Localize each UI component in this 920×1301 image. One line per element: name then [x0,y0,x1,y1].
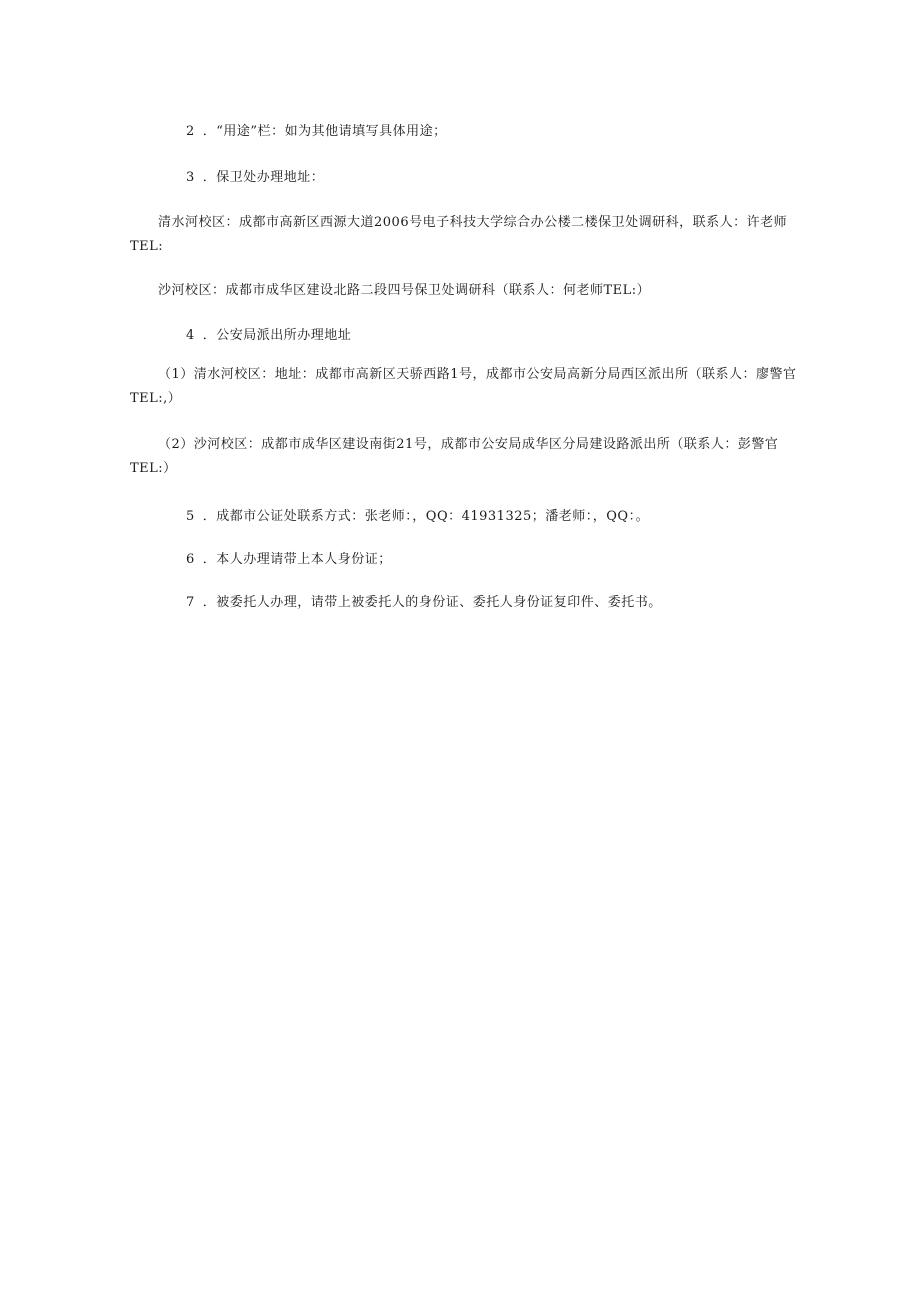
item-number: 6 [186,552,195,567]
item-text: ．成都市公证处联系方式：张老师：，QQ：41931325；潘老师：，QQ：。 [202,509,650,524]
item-text: 沙河校区：成都市成华区建设北路二段四号保卫处调研科（联系人：何老师TEL:） [158,283,651,298]
item-number: 4 [186,328,195,343]
item-number: 2 [186,124,195,139]
note-item-3 [130,166,810,190]
item-text: （2）沙河校区：成都市成华区建设南街21号，成都市公安局成华区分局建设路派出所（联系人：彭警官TEL:） [130,437,779,476]
item-text: ．本人办理请带上本人身份证； [202,552,392,567]
item-number: 7 [186,595,195,610]
item-text: ．“用途”栏：如为其他请填写具体用途； [202,124,447,139]
item-text: ．公安局派出所办理地址 [202,328,352,343]
shahe-police-address [130,433,810,481]
note-item-6 [130,548,810,572]
qingshuihe-security-address [130,211,810,259]
item-number: 5 [186,509,195,524]
note-item-7 [130,591,810,615]
item-text: 清水河校区：成都市高新区西源大道2006号电子科技大学综合办公楼二楼保卫处调研科，联系人：许老师TEL: [130,215,788,254]
note-item-4 [130,324,810,348]
item-number: 3 [186,170,195,185]
item-text: ．保卫处办理地址： [202,170,325,185]
note-item-5 [130,505,810,529]
qingshuihe-police-address [130,363,810,411]
shahe-security-address [130,279,810,303]
item-text: ．被委托人办理，请带上被委托人的身份证、委托人身份证复印件、委托书。 [202,595,662,610]
note-item-2 [130,120,810,144]
item-text: （1）清水河校区：地址：成都市高新区天骄西路1号，成都市公安局高新分局西区派出所（联系人：廖警官TEL:,） [130,367,797,406]
